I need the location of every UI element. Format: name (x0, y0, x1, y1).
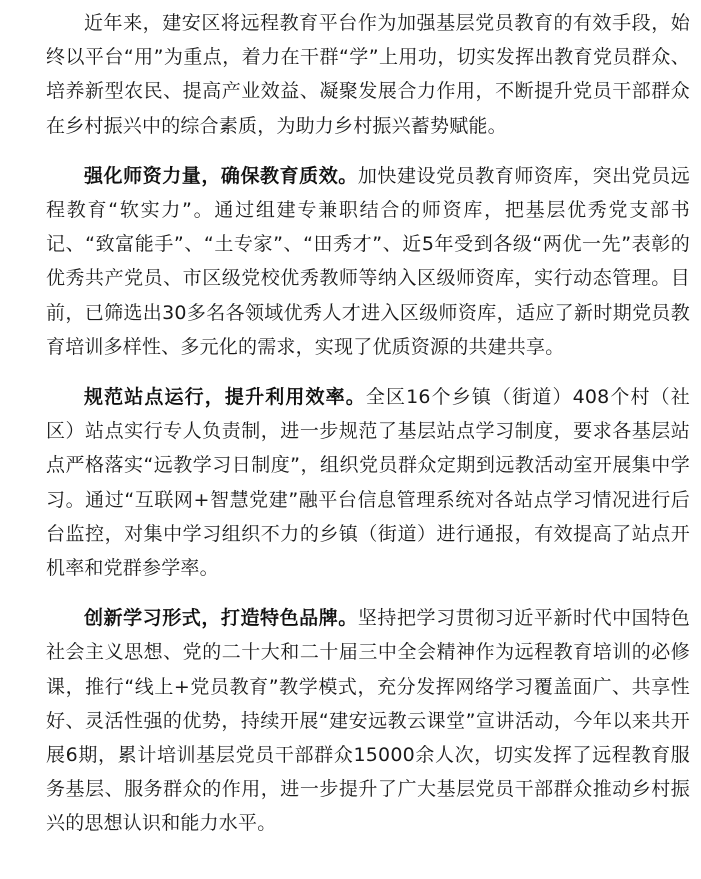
article-body (46, 6, 690, 857)
section-lead-sites: 规范站点运行，提升利用效率。 (84, 386, 366, 409)
intro-paragraph: 近年来，建安区将远程教育平台作为加强基层党员教育的有效手段，始终以平台“用”为重点，着力在干群“学”上用功，切实发挥出教育党员群众、培养新型农民、提高产业效益、凝聚发展合力作用，不断提升党员干部群众在乡村振兴中的综合素质，为助力乡村振兴蓄势赋能。 (46, 12, 690, 137)
section-lead-learning: 创新学习形式，打造特色品牌。 (84, 607, 358, 630)
section-paragraph-learning (46, 601, 690, 840)
section-paragraph-teachers (46, 159, 690, 364)
section-body-teachers: 加快建设党员教育师资库，突出党员远程教育“软实力”。通过组建专兼职结合的师资库，把基层优秀党支部书记、“致富能手”、“土专家”、“田秀才”、近5年受到各级“两优一先”表彰的优秀共产党员、市区级党校优秀教师等纳入区级师资库，实行动态管理。目前，已筛选出30多名各领域优秀人才进入区级师资库，适应了新时期党员教育培训多样性、多元化的需求，实现了优质资源的共建共享。 (46, 164, 690, 358)
section-paragraph-sites (46, 380, 690, 585)
section-body-learning: 坚持把学习贯彻习近平新时代中国特色社会主义思想、党的二十大和二十届三中全会精神作为远程教育培训的必修课，推行“线上+党员教育”教学模式，充分发挥网络学习覆盖面广、共享性好、灵活性强的优势，持续开展“建安远教云课堂”宣讲活动，今年以来共开展6期，累计培训基层党员干部群众15000余人次，切实发挥了远程教育服务基层、服务群众的作用，进一步提升了广大基层党员干部群众推动乡村振兴的思想认识和能力水平。 (46, 607, 690, 835)
section-body-sites: 全区16个乡镇（街道）408个村（社区）站点实行专人负责制，进一步规范了基层站点学习制度，要求各基层站点严格落实“远教学习日制度”，组织党员群众定期到远教活动室开展集中学习。通过“互联网+智慧党建”融平台信息管理系统对各站点学习情况进行后台监控，对集中学习组织不力的乡镇（街道）进行通报，有效提高了站点开机率和党群参学率。 (46, 386, 690, 580)
section-lead-teachers: 强化师资力量，确保教育质效。 (84, 164, 358, 187)
